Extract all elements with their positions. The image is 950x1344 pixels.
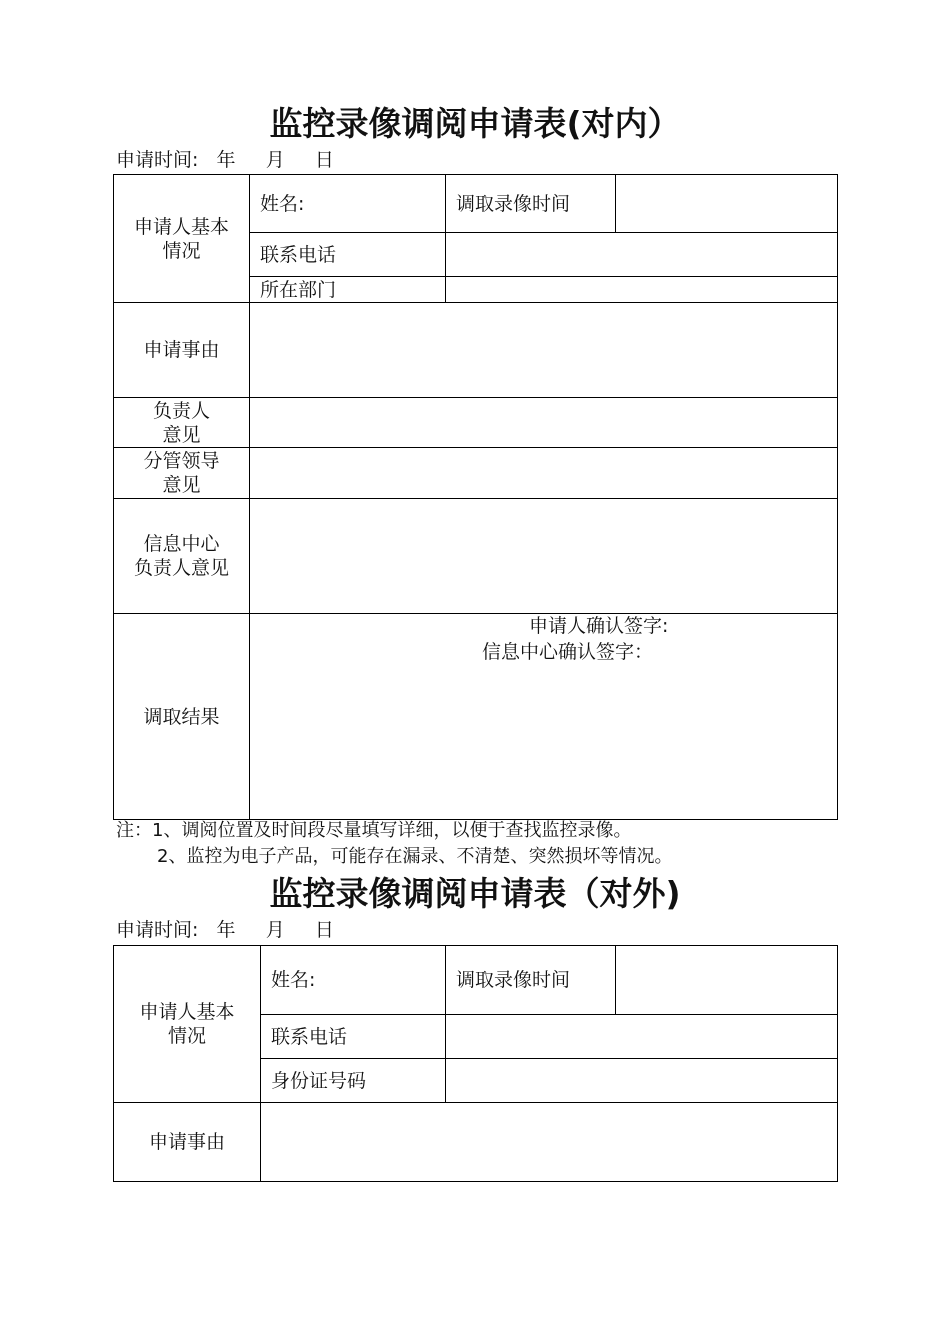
it-head-opinion-label: 信息中心 负责人意见 <box>114 499 250 614</box>
applicant-sign-label: 申请人确认签字: <box>529 615 669 637</box>
manager-opinion-label: 负责人 意见 <box>114 398 250 448</box>
ext-retrieve-time-field[interactable] <box>616 946 838 1015</box>
phone-field[interactable] <box>446 233 838 277</box>
ext-id-number-field[interactable] <box>446 1059 838 1103</box>
it-sign-label: 信息中心确认签字： <box>482 641 654 663</box>
form-external-title: 监控录像调阅申请表（对外) <box>269 874 681 913</box>
note-line-1: 注：1、调阅位置及时间段尽量填写详细，以便于查找监控录像。 <box>116 820 632 841</box>
ext-retrieve-time-label: 调取录像时间 <box>446 946 616 1015</box>
ext-phone-field[interactable] <box>446 1015 838 1059</box>
reason-label: 申请事由 <box>114 303 250 398</box>
ext-id-number-label: 身份证号码 <box>261 1059 446 1103</box>
form-external-table <box>113 945 838 1182</box>
retrieve-time-field[interactable] <box>616 175 838 233</box>
note-line-2: 2、监控为电子产品，可能存在漏录、不清楚、突然损坏等情况。 <box>157 846 673 867</box>
form-internal-title: 监控录像调阅申请表(对内） <box>269 104 681 143</box>
ext-name-label: 姓名: <box>261 946 446 1015</box>
it-head-opinion-field[interactable] <box>250 499 838 614</box>
applicant-info-label: 申请人基本 情况 <box>114 175 250 303</box>
manager-opinion-field[interactable] <box>250 398 838 448</box>
retrieve-time-label: 调取录像时间 <box>446 175 616 233</box>
ext-reason-label: 申请事由 <box>114 1103 261 1182</box>
phone-label: 联系电话 <box>250 233 446 277</box>
ext-phone-label: 联系电话 <box>261 1015 446 1059</box>
result-field[interactable] <box>250 614 838 820</box>
department-field[interactable] <box>446 277 838 303</box>
reason-field[interactable] <box>250 303 838 398</box>
leader-opinion-label: 分管领导 意见 <box>114 448 250 499</box>
name-label: 姓名: <box>250 175 446 233</box>
leader-opinion-field[interactable] <box>250 448 838 499</box>
result-label: 调取结果 <box>114 614 250 820</box>
ext-applicant-info-label: 申请人基本 情况 <box>114 946 261 1103</box>
ext-reason-field[interactable] <box>261 1103 838 1182</box>
form-internal-date-line: 申请时间: 年 月 日 <box>116 149 334 171</box>
form-external-date-line: 申请时间: 年 月 日 <box>116 919 334 941</box>
department-label: 所在部门 <box>250 277 446 303</box>
form-internal-table <box>113 174 838 820</box>
